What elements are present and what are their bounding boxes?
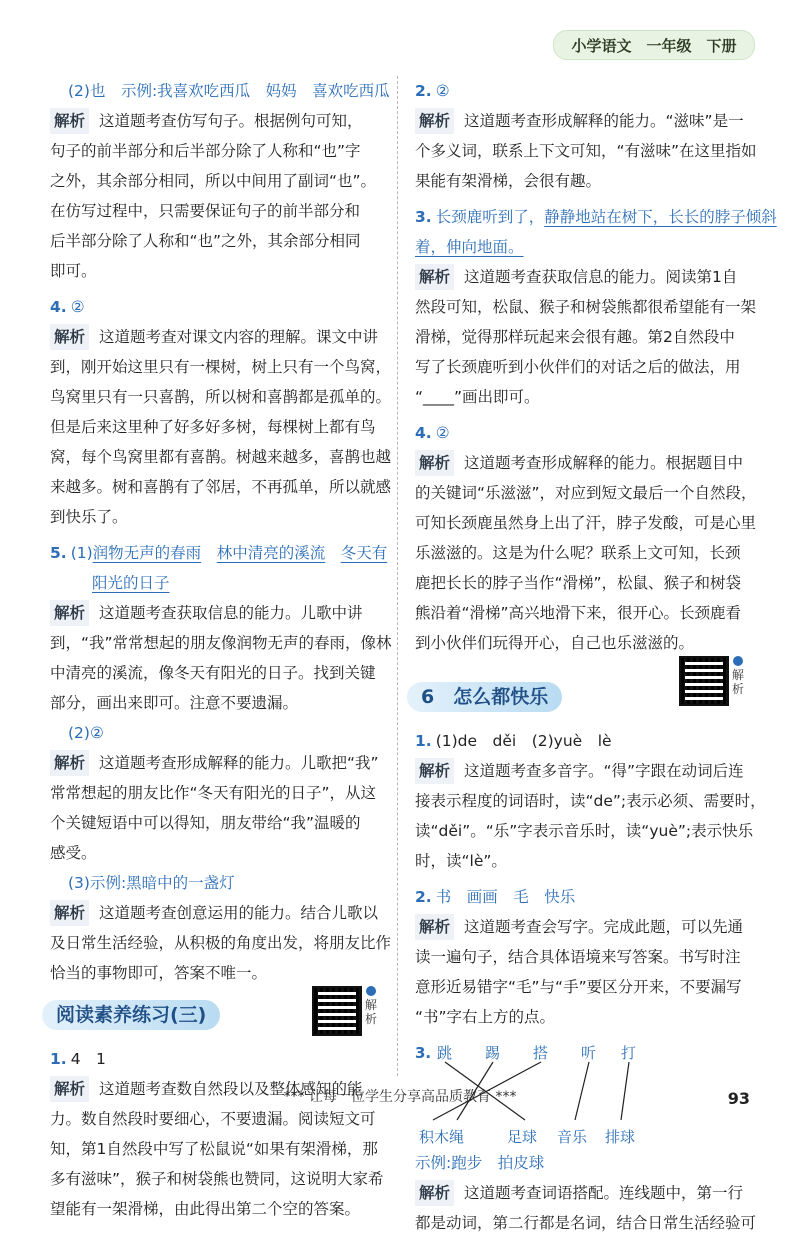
analysis-text: 知，第1自然段中写了松鼠说“如果有架滑梯，那	[50, 1140, 378, 1158]
analysis-text: 后半部分除了人称和“也”之外，其余部分相同	[50, 232, 361, 250]
analysis-text: 在仿写过程中，只需要保证句子的前半部分和	[50, 202, 361, 220]
analysis-text: 力。数自然段时要细心，不要遗漏。阅读短文可	[50, 1110, 376, 1128]
qr-label	[731, 656, 745, 696]
answer-text: (2)②	[68, 724, 104, 742]
analysis-label: 解析	[415, 914, 454, 940]
answer-item-4-2	[50, 76, 390, 286]
right-column	[415, 76, 777, 1238]
section-title	[407, 682, 562, 712]
answer-item-s2	[415, 882, 745, 1032]
analysis-text: 窝，每个鸟窝里都有喜鹊。树越来越多，喜鹊也越	[50, 448, 392, 466]
analysis-text: 滑梯，觉得那样玩起来会很有趣。第2自然段中	[415, 328, 735, 346]
qr-code-icon[interactable]	[312, 986, 362, 1036]
analysis-text: 常常想起的朋友比作“冬天有阳光的日子”，从这	[50, 784, 377, 802]
answer-text: ②	[70, 298, 85, 316]
analysis-text: 意形近易错字“毛”与“手”要区分开来，不要漏写	[415, 978, 742, 996]
match-verb: 听	[581, 1044, 597, 1062]
answer-text: 冬天有	[340, 544, 388, 562]
analysis-text: 时，读“lè”。	[415, 852, 507, 870]
analysis-text: 个关键短语中可以得知，朋友带给“我”温暖的	[50, 814, 361, 832]
qr-label	[364, 986, 378, 1026]
play-icon	[366, 986, 376, 996]
answer-item-r3	[415, 202, 777, 412]
question-number: 4.	[50, 298, 67, 316]
analysis-label: 解析	[415, 450, 454, 476]
analysis-text: 这道题考查形成解释的能力。儿歌把“我”	[99, 754, 379, 772]
answer-text: 长颈鹿听到了，	[435, 208, 545, 226]
analysis-text: 中清亮的溪流，像冬天有阳光的日子。找到关键	[50, 664, 376, 682]
play-icon	[733, 656, 743, 666]
match-noun: 积木	[419, 1128, 450, 1146]
question-number: 5.	[50, 544, 67, 562]
match-noun: 足球	[507, 1128, 538, 1146]
page-header: 小学语文 一年级 下册	[553, 30, 755, 60]
analysis-text: 望能有一架滑梯，由此得出第二个空的答案。	[50, 1200, 361, 1218]
qr-label-text: 解析	[731, 668, 744, 696]
answer-item-s3	[415, 1038, 757, 1238]
qr-label-text: 解析	[364, 998, 377, 1026]
section-lesson-6	[407, 668, 745, 716]
analysis-text: 这道题考查多音字。“得”字跟在动词后连	[464, 762, 744, 780]
question-number: 3.	[415, 208, 432, 226]
question-number: 2.	[415, 888, 432, 906]
analysis-text: 到，“我”常常想起的朋友像润物无声的春雨，像林	[50, 634, 392, 652]
analysis-label: 解析	[415, 758, 454, 784]
analysis-text: 这道题考查获取信息的能力。儿歌中讲	[99, 604, 363, 622]
answer-text: 林中清亮的溪流	[216, 544, 326, 562]
analysis-text: 这道题考查词语搭配。连线题中，第一行	[464, 1184, 744, 1202]
analysis-text: 写了长颈鹿听到小伙伴们的对话之后的做法，用	[415, 358, 741, 376]
analysis-label: 解析	[50, 600, 89, 626]
analysis-text: 鹿把长长的脖子当作“滑梯”，松鼠、猴子和树袋	[415, 574, 742, 592]
section-reading-practice-3	[42, 998, 380, 1034]
page-footer: *** 让每一位学生分享高品质教育 ***	[283, 1089, 517, 1105]
analysis-label: 解析	[50, 1076, 89, 1102]
answer-text: 着，伸向地面。	[415, 238, 524, 256]
answer-item-4	[50, 292, 392, 532]
analysis-label: 解析	[50, 750, 89, 776]
question-number: 2.	[415, 82, 432, 100]
analysis-text: 这道题考查创意运用的能力。结合儿歌以	[99, 904, 379, 922]
answer-item-5	[50, 538, 392, 988]
analysis-text: 可知长颈鹿虽然身上出了汗，脖子发酸，可是心里	[415, 514, 757, 532]
match-verb: 踢	[485, 1044, 501, 1062]
analysis-text: 接表示程度的词语时，读“de”;表示必须、需要时，	[415, 792, 766, 810]
analysis-text: 鸟窝里只有一只喜鹊，所以树和喜鹊都是孤单的。	[50, 388, 392, 406]
analysis-text: 到小伙伴们玩得开心，自己也乐滋滋的。	[415, 634, 695, 652]
analysis-text: 这道题考查获取信息的能力。阅读第1自	[464, 268, 738, 286]
answer-text: ②	[435, 424, 450, 442]
analysis-text: 的关键词“乐滋滋”，对应到短文最后一个自然段，	[415, 484, 757, 502]
answer-text: (3)示例:黑暗中的一盏灯	[68, 874, 235, 892]
analysis-text: 读一遍句子，结合具体语境来写答案。书写时注	[415, 948, 741, 966]
question-number: 1.	[50, 1050, 67, 1068]
analysis-text: 果能有架滑梯，会很有趣。	[415, 172, 602, 190]
column-divider	[397, 76, 398, 1076]
answer-text: (2)也 示例:我喜欢吃西瓜 妈妈 喜欢吃西瓜	[68, 82, 390, 100]
question-number: 4.	[415, 424, 432, 442]
answer-example: 示例:跑步 拍皮球	[415, 1154, 545, 1172]
analysis-text: 这道题考查对课文内容的理解。课文中讲	[99, 328, 379, 346]
analysis-text: 这道题考查数自然段以及整体感知的能	[99, 1080, 363, 1098]
analysis-text: “____”画出即可。	[415, 388, 540, 406]
analysis-text: 多有滋味”，猴子和树袋熊也赞同，这说明大家希	[50, 1170, 384, 1188]
answer-item-r4	[415, 418, 757, 658]
analysis-label: 解析	[415, 108, 454, 134]
question-number: 3.	[415, 1044, 432, 1062]
analysis-text: 这道题考查形成解释的能力。根据题目中	[464, 454, 744, 472]
match-noun: 排球	[605, 1128, 636, 1146]
answer-text: 书 画画 毛 快乐	[435, 888, 576, 906]
answer-text: 润物无声的春雨	[92, 544, 202, 562]
analysis-text: 来越多。树和喜鹊有了邻居，不再孤单，所以就感	[50, 478, 392, 496]
match-verb: 打	[621, 1044, 637, 1062]
answer-item-r1	[50, 1044, 384, 1224]
answer-item-s1	[415, 726, 766, 876]
answer-text: 阳光的日子	[92, 574, 170, 592]
analysis-text: 然段可知，松鼠、猴子和树袋熊都很希望能有一架	[415, 298, 757, 316]
answer-text: (1)de děi (2)yuè lè	[435, 732, 612, 750]
analysis-text: 之外，其余部分相同，所以中间用了副词“也”。	[50, 172, 377, 190]
qr-code-icon[interactable]	[679, 656, 729, 706]
analysis-text: 感受。	[50, 844, 97, 862]
analysis-text: 熊沿着“滑梯”高兴地滑下来，很开心。长颈鹿看	[415, 604, 742, 622]
analysis-label: 解析	[415, 1180, 454, 1206]
analysis-text: 这道题考查仿写句子。根据例句可知，	[99, 112, 363, 130]
analysis-text: 都是动词，第二行都是名词，结合日常生活经验可	[415, 1214, 757, 1232]
analysis-label: 解析	[50, 324, 89, 350]
analysis-text: 但是后来这里种了好多好多树，每棵树上都有鸟	[50, 418, 376, 436]
answer-text: 4 1	[70, 1050, 106, 1068]
analysis-text: 部分，画出来即可。注意不要遗漏。	[50, 694, 299, 712]
page-number: 93	[727, 1089, 750, 1108]
analysis-text: 即可。	[50, 262, 97, 280]
section-title: 阅读素养练习(三)	[42, 1000, 220, 1030]
match-noun: 绳	[449, 1128, 465, 1146]
analysis-text: 句子的前半部分和后半部分除了人称和“也”字	[50, 142, 361, 160]
analysis-text: 这道题考查会写字。完成此题，可以先通	[464, 918, 744, 936]
answer-item-r2	[415, 76, 757, 196]
answer-text: 静静地站在树下，长长的脖子倾斜	[544, 208, 777, 226]
analysis-text: “书”字右上方的点。	[415, 1008, 556, 1026]
sub-question-number: (1)	[70, 544, 93, 562]
analysis-text: 个多义词，联系上下文可知，“有滋味”在这里指如	[415, 142, 757, 160]
analysis-label: 解析	[50, 108, 89, 134]
match-verb: 跳	[437, 1044, 453, 1062]
left-column	[50, 76, 392, 1224]
section-number: 6	[421, 686, 435, 708]
analysis-text: 到快乐了。	[50, 508, 128, 526]
analysis-text: 及日常生活经验，从积极的角度出发，将朋友比作	[50, 934, 392, 952]
analysis-label: 解析	[415, 264, 454, 290]
analysis-label: 解析	[50, 900, 89, 926]
question-number: 1.	[415, 732, 432, 750]
analysis-text: 读“děi”。“乐”字表示音乐时，读“yuè”;表示快乐	[415, 822, 754, 840]
analysis-text: 恰当的事物即可，答案不唯一。	[50, 964, 268, 982]
answer-text: ②	[435, 82, 450, 100]
match-verb: 搭	[533, 1044, 549, 1062]
section-title-text: 怎么都快乐	[453, 686, 549, 708]
analysis-text: 乐滋滋的。这是为什么呢？联系上文可知，长颈	[415, 544, 741, 562]
match-noun: 音乐	[557, 1128, 588, 1146]
analysis-text: 这道题考查形成解释的能力。“滋味”是一	[464, 112, 744, 130]
analysis-text: 到，刚开始这里只有一棵树，树上只有一个鸟窝，	[50, 358, 392, 376]
